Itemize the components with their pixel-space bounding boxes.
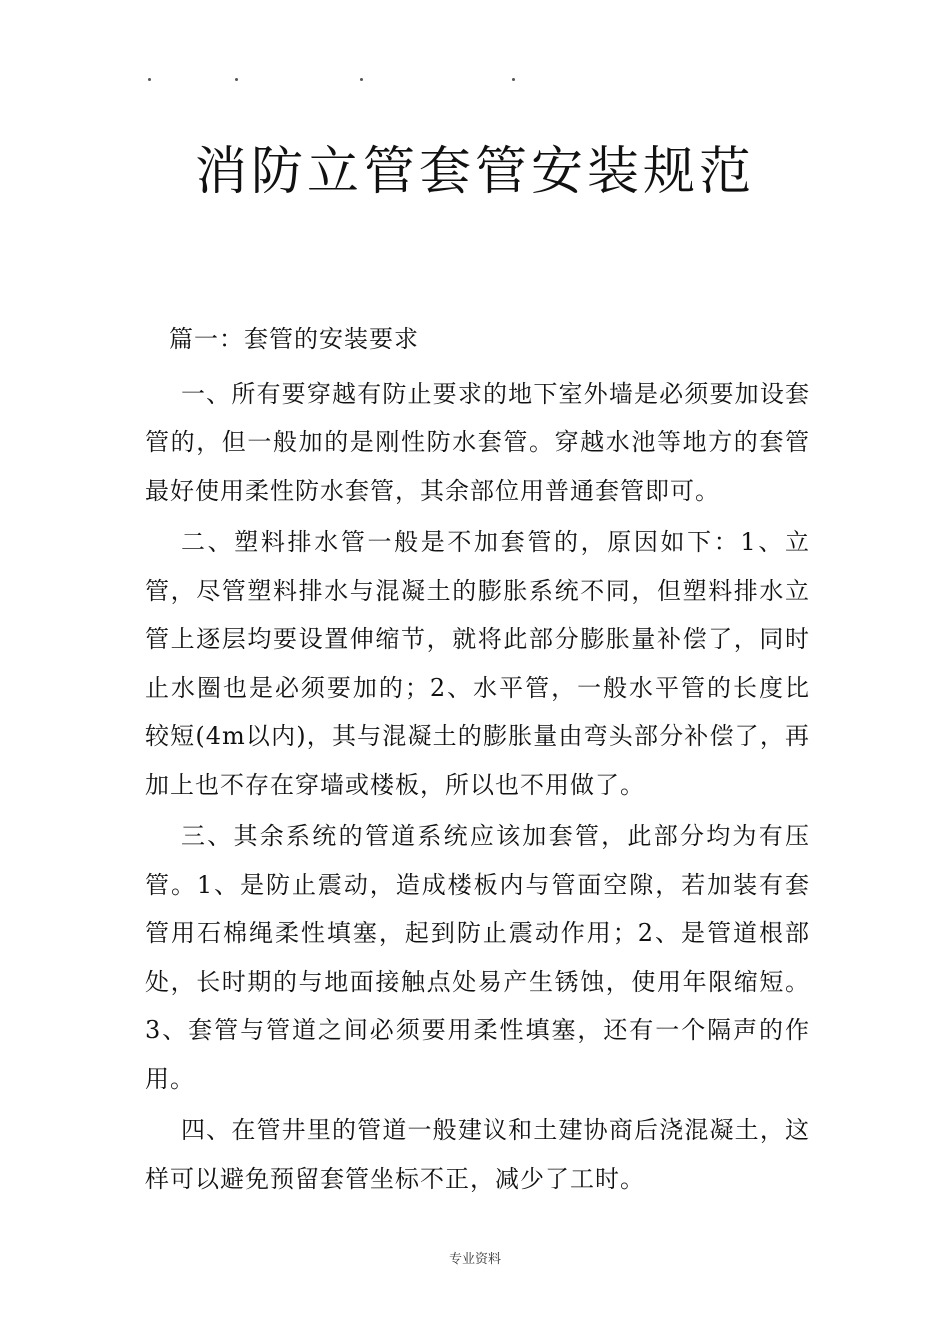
paragraph-2: 二、塑料排水管一般是不加套管的，原因如下：1、立管，尽管塑料排水与混凝土的膨胀系统不同，但塑料排水立管上逐层均要设置伸缩节，就将此部分膨胀量补偿了，同时止水圈也是必须要加的；2、水平管，一般水平管的长度比较短(4m以内)，其与混凝土的膨胀量由弯头部分补偿了，再加上也不存在穿墙或楼板，所以也不用做了。 [145,528,810,799]
paragraph-3: 三、其余系统的管道系统应该加套管，此部分均为有压管。1、是防止震动，造成楼板内与管面空隙，若加装有套管用石棉绳柔性填塞，起到防止震动作用；2、是管道根部处，长时期的与地面接触点处易产生锈蚀，使用年限缩短。3、套管与管道之间必须要用柔性填塞，还有一个隔声的作用。 [145,822,810,1093]
paragraph-4: 四、在管井里的管道一般建议和土建协商后浇混凝土，这样可以避免预留套管坐标不正，减少了工时。 [145,1116,810,1193]
header-dot [235,78,238,81]
section-heading: 篇一：套管的安装要求 [169,325,419,353]
page-footer: 专业资料 [448,1252,501,1267]
document-body [145,315,810,1203]
header-dot [148,78,151,81]
document-title: 消防立管套管安装规范 [194,142,755,202]
header-dot [512,78,515,81]
header-dots [0,78,950,88]
header-dot [360,78,363,81]
paragraph-1: 一、所有要穿越有防止要求的地下室外墙是必须要加设套管的，但一般加的是刚性防水套管。穿越水池等地方的套管最好使用柔性防水套管，其余部位用普通套管即可。 [145,379,810,505]
